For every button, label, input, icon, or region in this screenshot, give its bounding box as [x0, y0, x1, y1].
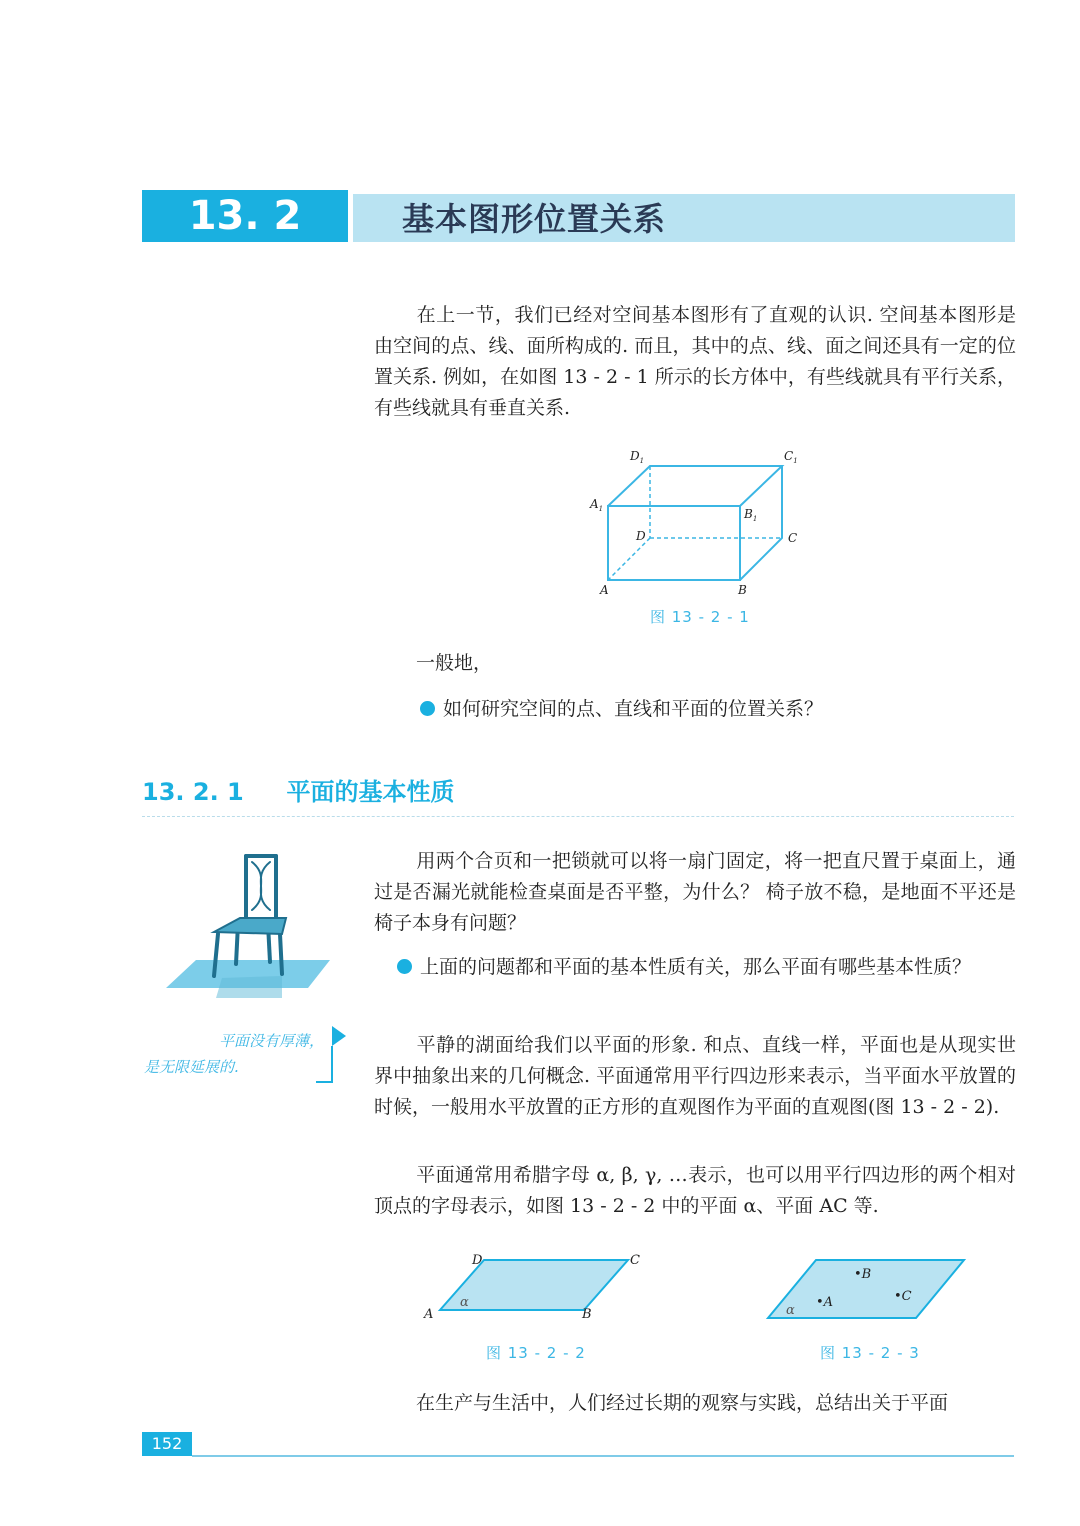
figure3-caption: 图 13 - 2 - 3 [820, 1344, 920, 1362]
paragraph-2-text: 用两个合页和一把锁就可以将一扇门固定，将一把直尺置于桌面上，通过是否漏光就能检查桌面是否平整，为什么？ 椅子放不稳，是地面不平还是椅子本身有问题？ [374, 850, 1016, 934]
plane-figure-1 [420, 1250, 650, 1330]
label-b1: $B_1$ [744, 507, 758, 523]
plane2-label-alpha: α [786, 1303, 795, 1318]
question2-text: 上面的问题都和平面的基本性质有关，那么平面有哪些基本性质？ [420, 956, 972, 978]
margin-note [144, 1028, 324, 1080]
label-a: A [600, 583, 609, 597]
section-number: 13. 2 [142, 190, 348, 242]
section-title: 基本图形位置关系 [402, 200, 667, 238]
cuboid-figure [570, 446, 810, 606]
cuboid-front-face [608, 506, 740, 580]
paragraph-5-text: 在生产与生活中，人们经过长期的观察与实践，总结出关于平面 [416, 1392, 949, 1414]
cuboid-right-face [740, 466, 782, 580]
paragraph-3 [374, 1030, 1016, 1123]
margin-note-line2: 是无限延展的. [144, 1058, 239, 1076]
subsection-divider [142, 816, 1014, 817]
paragraph-4-text: 平面通常用希腊字母 α, β, γ, …表示，也可以用平行四边形的两个相对顶点的字母表示，如图 13 - 2 - 2 中的平面 α、平面 AC 等. [374, 1164, 1016, 1217]
label-d: D [636, 529, 646, 543]
intro-paragraph [374, 300, 1016, 424]
label-d1: $D_1$ [630, 449, 645, 465]
page-number: 152 [142, 1432, 192, 1456]
label-b: B [738, 583, 747, 597]
margin-note-line1: 平面没有厚薄， [218, 1032, 324, 1050]
point-a: •A [816, 1295, 834, 1310]
figure2-caption: 图 13 - 2 - 2 [486, 1344, 586, 1362]
plane1-label-c: C [630, 1253, 640, 1268]
paragraph-2 [374, 846, 1016, 939]
general-text: 一般地， [416, 652, 493, 674]
label-c1: $C_1$ [784, 449, 798, 465]
subsection-title: 平面的基本性质 [286, 778, 455, 806]
label-c: C [788, 531, 798, 545]
point-b: •B [854, 1267, 872, 1282]
plane1-label-b: B [582, 1307, 592, 1322]
paragraph-4 [374, 1160, 1016, 1222]
subsection-number: 13. 2. 1 [142, 778, 244, 806]
question1-text: 如何研究空间的点、直线和平面的位置关系？ [443, 698, 824, 720]
plane-figure-2 [762, 1252, 972, 1328]
plane1-label-alpha: α [460, 1295, 469, 1310]
label-a1: $A_1$ [590, 497, 604, 513]
intro-text: 在上一节，我们已经对空间基本图形有了直观的认识. 空间基本图形是由空间的点、线、面所构成的. 而且，其中的点、线、面之间还具有一定的位置关系. 例如，在如图 13 - 2 - 1 所示的长方体中，有些线就具有平行关系，有些线就具有垂直关系. [374, 304, 1016, 419]
cuboid-top-face [608, 466, 782, 506]
margin-note-arrow-icon [316, 1024, 352, 1086]
hidden-edge-ad [608, 538, 650, 580]
bullet-dot-icon [420, 701, 435, 716]
paragraph-3-text: 平静的湖面给我们以平面的形象. 和点、直线一样，平面也是从现实世界中抽象出来的几何概念. 平面通常用平行四边形来表示，当平面水平放置的时候，一般用水平放置的正方形的直观图作为平面的直观图(图 13 - 2 - 2). [374, 1034, 1016, 1118]
subsection-heading [142, 772, 454, 807]
figure1-caption: 图 13 - 2 - 1 [650, 608, 750, 626]
plane1-label-a: A [424, 1307, 434, 1322]
paragraph-5 [374, 1388, 1016, 1419]
point-c: •C [894, 1289, 912, 1304]
chair-seat [214, 918, 286, 934]
question1 [420, 694, 823, 721]
bullet-dot-icon [397, 959, 412, 974]
plane1-label-d: D [472, 1253, 483, 1268]
footer-rule [192, 1455, 1014, 1457]
chair-illustration [152, 848, 332, 1008]
question2 [374, 952, 1016, 983]
